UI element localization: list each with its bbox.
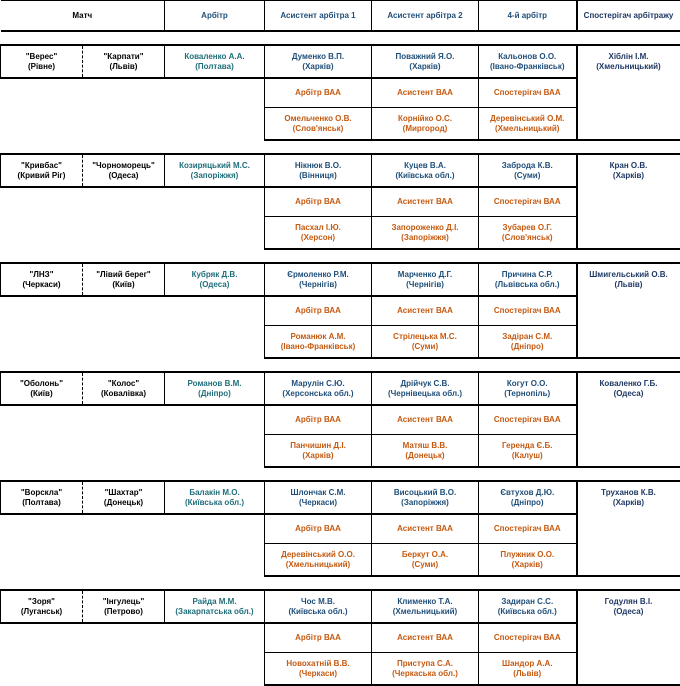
empty-cell [577, 435, 680, 468]
assistant-2-city: (Чернігів) [372, 280, 478, 290]
referee [165, 481, 265, 514]
assistant-1-city: (Херсонська обл.) [265, 389, 371, 399]
var-assistant-label: Асистент ВАА [372, 623, 479, 653]
fourth-official [479, 481, 577, 514]
away-team-city: (Петрово) [83, 607, 164, 617]
away-team [83, 481, 165, 514]
var-referee-city: (Херсон) [265, 233, 371, 243]
observer [577, 45, 680, 78]
assistant-1 [265, 154, 372, 187]
match-row [1, 372, 680, 405]
var-observer-name: Геренда Є.Б. [479, 441, 576, 451]
empty-cell [577, 108, 680, 141]
header-referee: Арбітр [165, 1, 265, 32]
assistant-1-name: Чос М.В. [265, 597, 371, 607]
away-team [83, 372, 165, 405]
var-observer-name: Задіран С.М. [479, 332, 576, 342]
home-team-name: "Ворскла" [1, 488, 82, 498]
referee [165, 45, 265, 78]
empty-cell [1, 514, 265, 544]
home-team-city: (Черкаси) [1, 280, 82, 290]
away-team-city: (Ковалівка) [83, 389, 164, 399]
var-label-row [1, 405, 680, 435]
assistant-2 [372, 590, 479, 623]
fourth-official-name: Когут О.О. [479, 379, 576, 389]
var-names-row [1, 435, 680, 468]
empty-cell [1, 78, 265, 108]
fourth-official-city: (Суми) [479, 171, 576, 181]
var-assistant-name: Матяш В.В. [372, 441, 478, 451]
var-referee-name: Пасхал І.Ю. [265, 223, 371, 233]
observer-city: (Одеса) [578, 389, 680, 399]
var-label-row [1, 187, 680, 217]
var-observer-city: (Дніпро) [479, 342, 576, 352]
home-team-name: "Кривбас" [1, 161, 82, 171]
empty-cell [577, 78, 680, 108]
referee [165, 372, 265, 405]
var-referee [265, 108, 372, 141]
assistant-1 [265, 263, 372, 296]
home-team-city: (Луганськ) [1, 607, 82, 617]
var-observer-name: Шандор А.А. [479, 659, 576, 669]
var-referee-city: (Слов'янськ) [265, 124, 371, 134]
empty-cell [1, 435, 265, 468]
empty-cell [577, 514, 680, 544]
away-team-city: (Львів) [83, 62, 164, 72]
empty-cell [577, 405, 680, 435]
fourth-official [479, 263, 577, 296]
assistant-1-name: Думенко В.П. [265, 52, 371, 62]
var-observer [479, 544, 577, 577]
var-assistant-city: (Запоріжжя) [372, 233, 478, 243]
match-row [1, 154, 680, 187]
var-referee-name: Омельченко О.В. [265, 114, 371, 124]
assistant-2-city: (Київська обл.) [372, 171, 478, 181]
empty-cell [1, 187, 265, 217]
var-label-row [1, 78, 680, 108]
referee-city: (Київська обл.) [165, 498, 264, 508]
header-assistant-1: Асистент арбітра 1 [265, 1, 372, 32]
var-referee-name: Романюк А.М. [265, 332, 371, 342]
var-observer-city: (Львів) [479, 669, 576, 679]
var-assistant-label: Асистент ВАА [372, 187, 479, 217]
home-team [1, 372, 83, 405]
away-team [83, 154, 165, 187]
assistant-1-name: Єрмоленко Р.М. [265, 270, 371, 280]
fourth-official-name: Заброда К.В. [479, 161, 576, 171]
referee-name: Балакін М.О. [165, 488, 264, 498]
assistant-1-city: (Вінниця) [265, 171, 371, 181]
empty-cell [577, 653, 680, 686]
var-assistant-label: Асистент ВАА [372, 514, 479, 544]
empty-cell [1, 217, 265, 250]
match-row [1, 590, 680, 623]
var-referee-city: (Харків) [265, 451, 371, 461]
var-observer-city: (Калуш) [479, 451, 576, 461]
var-assistant-name: Беркут О.А. [372, 550, 478, 560]
away-team [83, 45, 165, 78]
home-team [1, 590, 83, 623]
away-team-name: "Колос" [83, 379, 164, 389]
assistant-2 [372, 263, 479, 296]
home-team-name: "ЛНЗ" [1, 270, 82, 280]
var-referee-label: Арбітр ВАА [265, 78, 372, 108]
fourth-official-name: Євтухов Д.Ю. [479, 488, 576, 498]
observer-city: (Хмельницький) [578, 62, 680, 72]
var-observer-name: Деревінський О.М. [479, 114, 576, 124]
empty-cell [577, 544, 680, 577]
var-observer [479, 108, 577, 141]
empty-cell [1, 405, 265, 435]
var-referee [265, 435, 372, 468]
var-assistant-label: Асистент ВАА [372, 78, 479, 108]
var-referee-label: Арбітр ВАА [265, 187, 372, 217]
var-observer-label: Спостерігач ВАА [479, 296, 577, 326]
spacer-cell [1, 467, 680, 481]
var-observer-name: Зубарев О.Г. [479, 223, 576, 233]
fourth-official-city: (Івано-Франківськ) [479, 62, 576, 72]
referee-name: Кубряк Д.В. [165, 270, 264, 280]
var-assistant-city: (Миргород) [372, 124, 478, 134]
var-assistant [372, 653, 479, 686]
var-names-row [1, 217, 680, 250]
empty-cell [1, 653, 265, 686]
match-row [1, 481, 680, 514]
var-observer [479, 217, 577, 250]
fourth-official [479, 154, 577, 187]
spacer-cell [1, 249, 680, 263]
var-referee-label: Арбітр ВАА [265, 296, 372, 326]
spacer-row [1, 467, 680, 481]
assistant-2-name: Куцев В.А. [372, 161, 478, 171]
away-team-city: (Одеса) [83, 171, 164, 181]
home-team-name: "Верес" [1, 52, 82, 62]
assistant-2-name: Висоцький В.О. [372, 488, 478, 498]
var-referee-label: Арбітр ВАА [265, 405, 372, 435]
spacer-cell [1, 358, 680, 372]
var-observer-name: Плужник О.О. [479, 550, 576, 560]
var-assistant-name: Корнійко О.С. [372, 114, 478, 124]
referee-city: (Запоріжжя) [165, 171, 264, 181]
referee-city: (Одеса) [165, 280, 264, 290]
var-assistant [372, 108, 479, 141]
observer [577, 590, 680, 623]
observer-name: Хіблін І.М. [578, 52, 680, 62]
spacer-cell [1, 31, 680, 45]
away-team-name: "Лівий берег" [83, 270, 164, 280]
empty-cell [1, 623, 265, 653]
var-referee-name: Деревінський О.О. [265, 550, 371, 560]
empty-cell [577, 296, 680, 326]
fourth-official-name: Кальонов О.О. [479, 52, 576, 62]
assistant-2 [372, 481, 479, 514]
referee-city: (Дніпро) [165, 389, 264, 399]
assistant-2-city: (Чернівецька обл.) [372, 389, 478, 399]
var-observer [479, 653, 577, 686]
spacer-row [1, 576, 680, 590]
fourth-official [479, 45, 577, 78]
observer-city: (Харків) [578, 498, 680, 508]
var-assistant-city: (Суми) [372, 342, 478, 352]
referee-name: Романов В.М. [165, 379, 264, 389]
var-assistant-label: Асистент ВАА [372, 405, 479, 435]
var-observer-label: Спостерігач ВАА [479, 187, 577, 217]
spacer-row [1, 358, 680, 372]
away-team [83, 590, 165, 623]
var-referee-city: (Черкаси) [265, 669, 371, 679]
var-referee-city: (Хмельницький) [265, 560, 371, 570]
var-observer [479, 435, 577, 468]
empty-cell [1, 108, 265, 141]
away-team-name: "Шахтар" [83, 488, 164, 498]
assistant-2 [372, 154, 479, 187]
var-assistant [372, 217, 479, 250]
empty-cell [577, 217, 680, 250]
assistant-1 [265, 372, 372, 405]
var-observer-city: (Слов'янськ) [479, 233, 576, 243]
var-label-row [1, 514, 680, 544]
spacer-row [1, 31, 680, 45]
observer [577, 372, 680, 405]
header-row [1, 1, 680, 32]
var-assistant-city: (Суми) [372, 560, 478, 570]
assistant-2-city: (Хмельницький) [372, 607, 478, 617]
referee-name: Коваленко А.А. [165, 52, 264, 62]
assistant-2-name: Клименко Т.А. [372, 597, 478, 607]
header-observer: Спостерігач арбітражу [577, 1, 680, 32]
fourth-official-city: (Київська обл.) [479, 607, 576, 617]
assistant-1-city: (Харків) [265, 62, 371, 72]
away-team-city: (Київ) [83, 280, 164, 290]
empty-cell [577, 326, 680, 359]
away-team-name: "Інгулець" [83, 597, 164, 607]
fourth-official-city: (Тернопіль) [479, 389, 576, 399]
header-assistant-2: Асистент арбітра 2 [372, 1, 479, 32]
var-assistant-city: (Донецьк) [372, 451, 478, 461]
home-team [1, 481, 83, 514]
home-team-name: "Оболонь" [1, 379, 82, 389]
assistant-1-city: (Черкаси) [265, 498, 371, 508]
away-team-name: "Чорноморець" [83, 161, 164, 171]
assistant-2 [372, 45, 479, 78]
referee-name: Райда М.М. [165, 597, 264, 607]
assistant-1 [265, 45, 372, 78]
spacer-cell [1, 140, 680, 154]
home-team-city: (Кривий Ріг) [1, 171, 82, 181]
fourth-official-city: (Львівська обл.) [479, 280, 576, 290]
var-names-row [1, 326, 680, 359]
var-referee-label: Арбітр ВАА [265, 514, 372, 544]
observer-name: Коваленко Г.Б. [578, 379, 680, 389]
assistant-1-name: Марулін С.Ю. [265, 379, 371, 389]
home-team-city: (Київ) [1, 389, 82, 399]
observer-name: Кран О.В. [578, 161, 680, 171]
observer-city: (Харків) [578, 171, 680, 181]
observer-city: (Одеса) [578, 607, 680, 617]
var-observer-city: (Хмельницький) [479, 124, 576, 134]
var-observer-label: Спостерігач ВАА [479, 78, 577, 108]
var-assistant [372, 544, 479, 577]
away-team-city: (Донецьк) [83, 498, 164, 508]
empty-cell [577, 623, 680, 653]
assistant-2-name: Марченко Д.Г. [372, 270, 478, 280]
var-observer-label: Спостерігач ВАА [479, 405, 577, 435]
var-names-row [1, 108, 680, 141]
empty-cell [1, 326, 265, 359]
var-assistant [372, 435, 479, 468]
var-observer [479, 326, 577, 359]
home-team [1, 45, 83, 78]
var-referee-label: Арбітр ВАА [265, 623, 372, 653]
home-team [1, 263, 83, 296]
spacer-cell [1, 576, 680, 590]
home-team-name: "Зоря" [1, 597, 82, 607]
var-observer-city: (Харків) [479, 560, 576, 570]
var-referee [265, 217, 372, 250]
observer [577, 154, 680, 187]
match-row [1, 263, 680, 296]
var-assistant-name: Приступа С.А. [372, 659, 478, 669]
referee [165, 263, 265, 296]
assistant-1-city: (Київська обл.) [265, 607, 371, 617]
var-assistant-name: Стрілецька М.С. [372, 332, 478, 342]
referee-name: Козиряцький М.С. [165, 161, 264, 171]
assistant-1 [265, 481, 372, 514]
fourth-official-name: Задиран С.С. [479, 597, 576, 607]
home-team-city: (Рівне) [1, 62, 82, 72]
var-observer-label: Спостерігач ВАА [479, 623, 577, 653]
fourth-official-city: (Дніпро) [479, 498, 576, 508]
assistant-1 [265, 590, 372, 623]
assistant-1-name: Шлончак С.М. [265, 488, 371, 498]
referee [165, 590, 265, 623]
spacer-row [1, 140, 680, 154]
var-observer-label: Спостерігач ВАА [479, 514, 577, 544]
away-team-name: "Карпати" [83, 52, 164, 62]
var-referee-city: (Івано-Франківськ) [265, 342, 371, 352]
header-fourth-official: 4-й арбітр [479, 1, 577, 32]
var-assistant-city: (Черкаська обл.) [372, 669, 478, 679]
var-referee [265, 326, 372, 359]
assistant-1-name: Нікнюк В.О. [265, 161, 371, 171]
spacer-row [1, 249, 680, 263]
match-row [1, 45, 680, 78]
observer-name: Труханов К.В. [578, 488, 680, 498]
observer-name: Шмигельський О.В. [578, 270, 680, 280]
assistant-2-name: Дрійчук С.В. [372, 379, 478, 389]
assistant-2-city: (Запоріжжя) [372, 498, 478, 508]
referee [165, 154, 265, 187]
assistant-2-city: (Харків) [372, 62, 478, 72]
var-referee-name: Панчишин Д.І. [265, 441, 371, 451]
observer-name: Годулян В.І. [578, 597, 680, 607]
assistant-2 [372, 372, 479, 405]
assistant-1-city: (Чернігів) [265, 280, 371, 290]
var-assistant-label: Асистент ВАА [372, 296, 479, 326]
var-assistant [372, 326, 479, 359]
observer [577, 481, 680, 514]
var-names-row [1, 544, 680, 577]
assistant-2-name: Поважний Я.О. [372, 52, 478, 62]
fourth-official [479, 372, 577, 405]
fourth-official-name: Причина С.Р. [479, 270, 576, 280]
home-team [1, 154, 83, 187]
var-referee [265, 544, 372, 577]
home-team-city: (Полтава) [1, 498, 82, 508]
empty-cell [577, 187, 680, 217]
referee-city: (Закарпатська обл.) [165, 607, 264, 617]
fourth-official [479, 590, 577, 623]
empty-cell [1, 296, 265, 326]
referee-city: (Полтава) [165, 62, 264, 72]
header-match: Матч [1, 1, 165, 32]
away-team [83, 263, 165, 296]
var-label-row [1, 296, 680, 326]
empty-cell [1, 544, 265, 577]
var-referee-name: Новохатній В.В. [265, 659, 371, 669]
observer [577, 263, 680, 296]
var-label-row [1, 623, 680, 653]
var-referee [265, 653, 372, 686]
var-assistant-name: Запороженко Д.І. [372, 223, 478, 233]
var-names-row [1, 653, 680, 686]
observer-city: (Львів) [578, 280, 680, 290]
